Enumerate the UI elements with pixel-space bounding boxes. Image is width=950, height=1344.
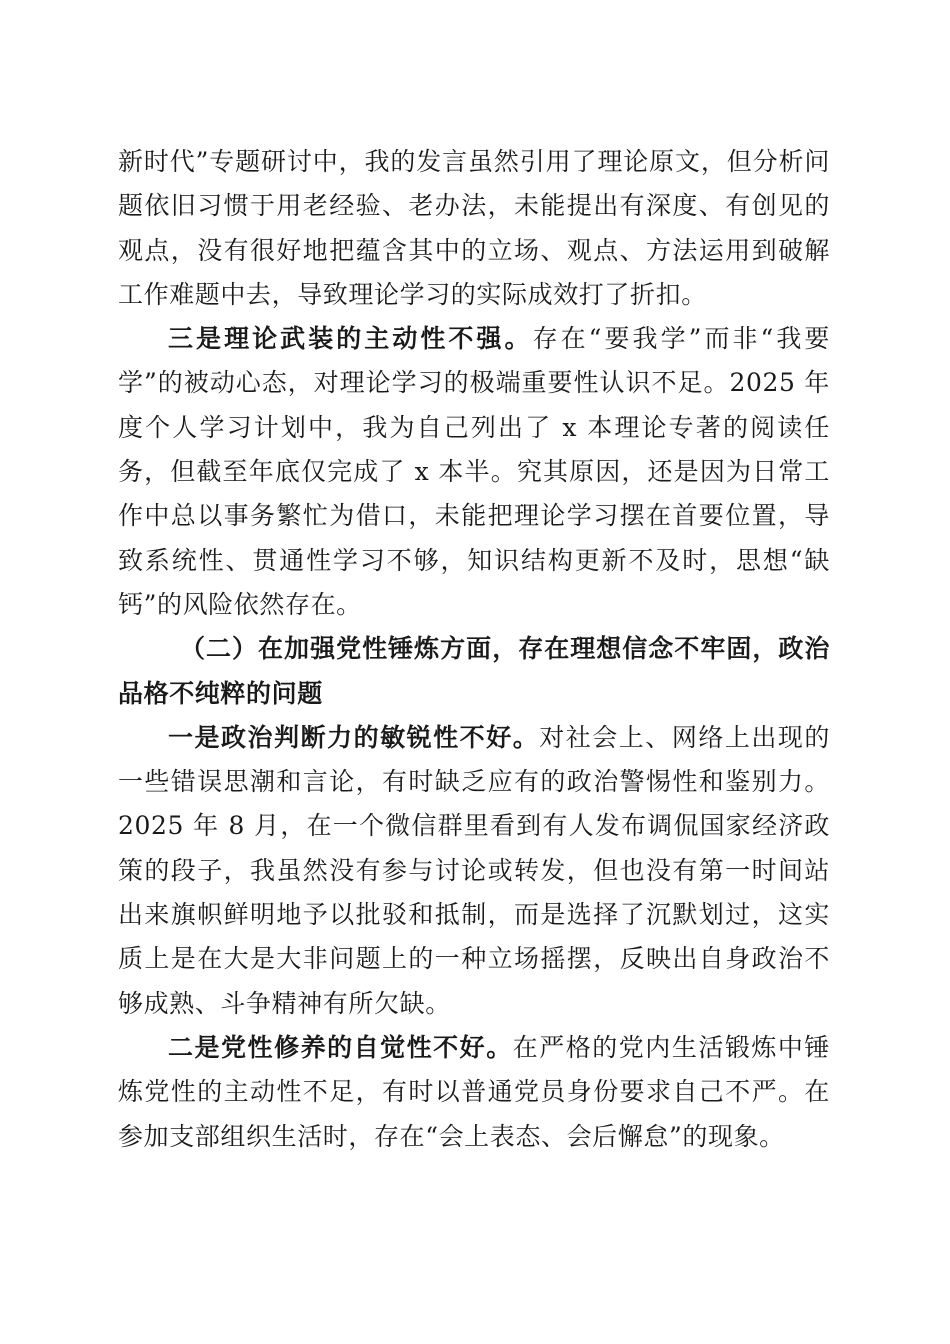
paragraph-lead: 三是理论武装的主动性不强。 [168,324,533,354]
paragraph-continued: 新时代”专题研讨中，我的发言虽然引用了理论原文，但分析问题依旧习惯于用老经验、老办法，未能提出有深度、有创见的观点，没有很好地把蕴含其中的立场、观点、方法运用到破解工作难题中去，导致理论学习的实际成效打了折扣。 [118,147,830,309]
paragraph-lead: 二是党性修养的自觉性不好。 [168,1032,513,1062]
paragraph-lead: 一是政治判断力的敏锐性不好。 [168,722,540,752]
paragraph-body: 在严格的党内生活锻炼中锤炼党性的主动性不足，有时以普通党员身份要求自己不严。在参加支部组织生活时，存在“会上表态、会后懈怠”的现象。 [118,1032,830,1151]
paragraph-body: 存在“要我学”而非“我要学”的被动心态，对理论学习的极端重要性认识不足。2025 年度个人学习计划中，我为自己列出了 x 本理论专著的阅读任务，但截至年底仅完成了 x 本半。究其原因，还是因为日常工作中总以事务繁忙为借口，未能把理论学习摆在首要位置，导致系统性、贯通性学习不够，知识结构更新不及时，思想“缺钙”的风险依然存在。 [118,324,830,619]
paragraph-political-judgment [118,716,830,1026]
document-page [118,140,830,1159]
section-heading: （二）在加强党性锤炼方面，存在理想信念不牢固，政治品格不纯粹的问题 [118,634,830,708]
paragraph-party-cultivation [118,1026,830,1159]
paragraph-theory-initiative [118,317,830,627]
paragraph-body: 对社会上、网络上出现的一些错误思潮和言论，有时缺乏应有的政治警惕性和鉴别力。2025 年 8 月，在一个微信群里看到有人发布调侃国家经济政策的段子，我虽然没有参与讨论或转发，但也没有第一时间站出来旗帜鲜明地予以批驳和抵制，而是选择了沉默划过，这实质上是在大是大非问题上的一种立场摇摆，反映出自身政治不够成熟、斗争精神有所欠缺。 [118,722,830,1018]
